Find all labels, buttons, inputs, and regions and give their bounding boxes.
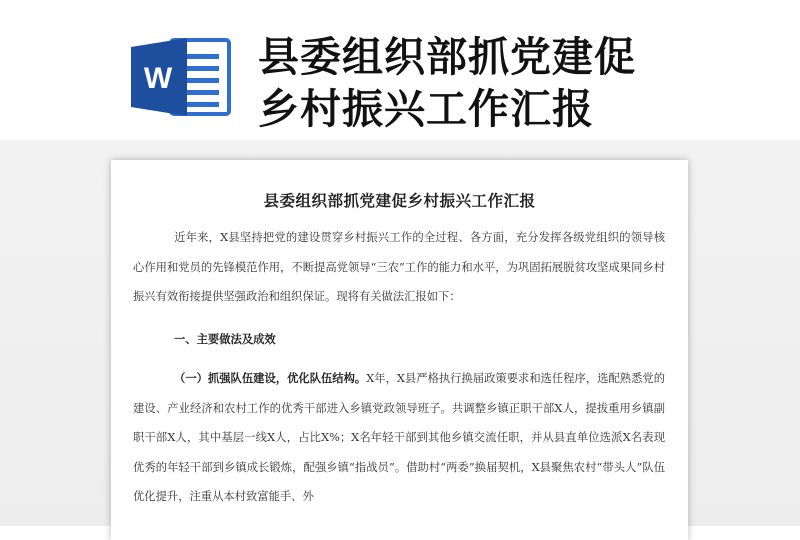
page-title: 县委组织部抓党建促 乡村振兴工作汇报 [258, 33, 636, 133]
subsection-heading-text: （一）抓强队伍建设，优化队伍结构。 [174, 371, 367, 385]
section-heading-text: 一、主要做法及成效 [174, 332, 276, 346]
intro-paragraph-text: 近年来，X县坚持把党的建设贯穿乡村振兴工作的全过程、各方面，充分发挥各级党组织的领导核心作用和党员的先锋模范作用，不断提高党领导“三农”工作的能力和水平，为巩固拓展脱贫攻坚成果同乡村振兴有效衔接提供坚强政治和组织保证。现将有关做法汇报如下： [133, 231, 665, 303]
section-heading [133, 325, 665, 355]
intro-paragraph [133, 223, 665, 312]
subsection-body-text: X年，X县严格执行换届政策要求和选任程序，选配熟悉党的建设、产业经济和农村工作的优秀干部进入乡镇党政领导班子。共调整乡镇正职干部X人，提拔重用乡镇副职干部X人，其中基层一线X人，占比X%；X名年轻干部到其他乡镇交流任职，并从县直单位选派X名表现优秀的年轻干部到乡镇成长锻炼，配强乡镇“指战员”。借助村“两委”换届契机，X县聚焦农村“带头人”队伍优化提升，注重从本村致富能手、外 [133, 372, 665, 503]
document-title: 县委组织部抓党建促乡村振兴工作汇报 [263, 191, 536, 210]
subsection-paragraph [133, 364, 665, 512]
svg-text:W: W [143, 62, 173, 95]
word-document-icon [131, 38, 235, 116]
document-preview [111, 160, 688, 540]
header-banner [0, 0, 800, 150]
